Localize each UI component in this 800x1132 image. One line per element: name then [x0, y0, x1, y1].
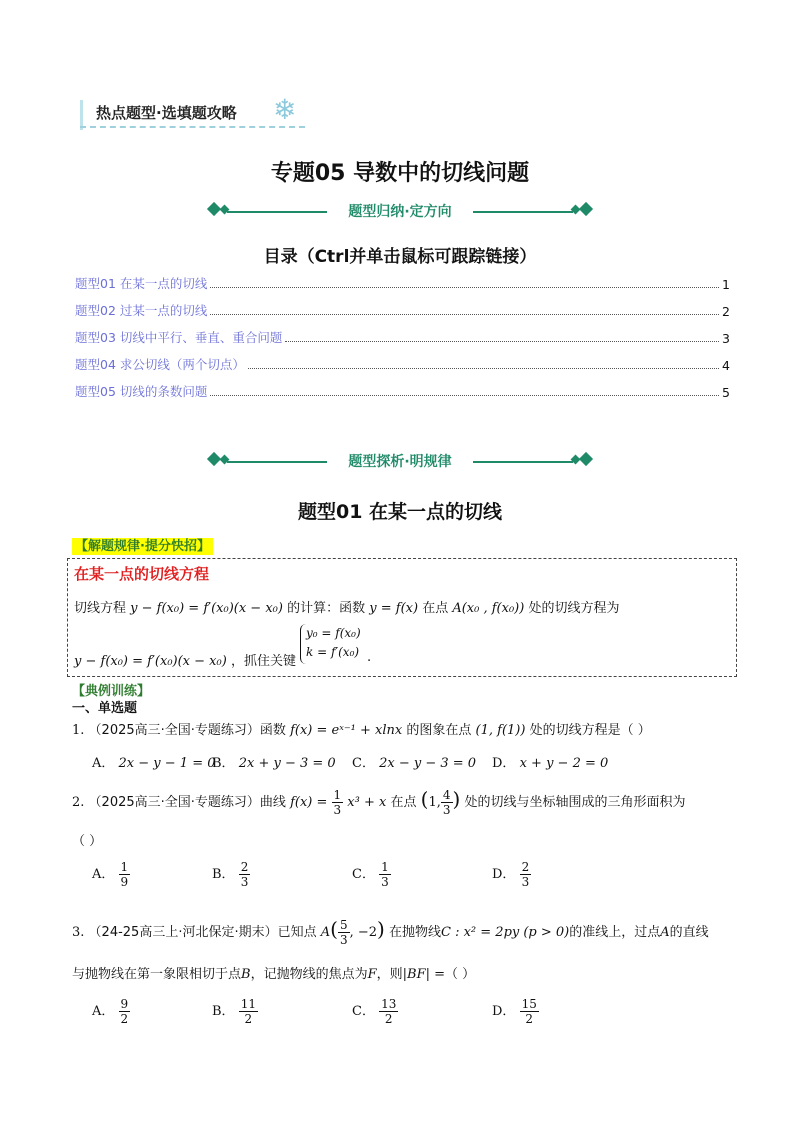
numerator: 1	[333, 788, 342, 802]
toc-page: 1	[722, 277, 730, 292]
formula: 1,	[428, 795, 441, 810]
banner-summary	[205, 200, 595, 224]
text: 的准线上，过点	[569, 925, 661, 940]
toc-label[interactable]: 题型02 过某一点的切线	[75, 303, 208, 318]
option[interactable]	[492, 860, 531, 889]
option[interactable]	[92, 752, 216, 771]
option-key: C．	[352, 1004, 375, 1019]
formula: f(x) = eˣ⁻¹ + xlnx	[290, 723, 403, 738]
fraction	[441, 788, 453, 817]
toc-dots	[210, 395, 719, 396]
question-number: 2.	[72, 795, 85, 810]
toc-page: 4	[722, 358, 730, 373]
numerator: 13	[381, 997, 397, 1011]
formula: A(x₀ , f(x₀))	[452, 601, 525, 616]
page-title: 专题05 导数中的切线问题	[270, 161, 530, 186]
toc-link[interactable]	[75, 380, 730, 400]
fraction	[379, 860, 391, 889]
toc-page: 3	[722, 331, 730, 346]
question-source: （2025高三·全国·专题练习）	[88, 723, 260, 738]
question-source: （2025高三·全国·专题练习）	[88, 795, 260, 810]
examples-label: 【典例训练】	[72, 684, 151, 699]
text: ，抓住关键	[230, 654, 296, 669]
tips-title: 在某一点的切线方程	[74, 565, 210, 583]
option-value: 2x + y − 3 = 0	[238, 756, 336, 771]
toc-label[interactable]: 题型05 切线的条数问题	[75, 384, 208, 399]
option[interactable]	[492, 752, 608, 771]
option-value: 2x − y − 1 = 0	[118, 756, 216, 771]
formula: C : x² = 2py (p > 0)	[441, 925, 570, 940]
question-number: 3.	[72, 925, 85, 940]
text: ，记抛物线的焦点为	[250, 967, 368, 982]
question-3	[72, 917, 709, 947]
option[interactable]	[352, 860, 391, 889]
toc-page: 5	[722, 385, 730, 400]
numerator: 1	[120, 860, 129, 874]
question-number: 1.	[72, 723, 85, 738]
denominator: 3	[240, 875, 249, 889]
option-key: B．	[212, 1004, 235, 1019]
text: 处的切线与坐标轴围成的三角形面积为	[464, 795, 686, 810]
diamond-icon	[579, 452, 593, 466]
tips-badge: 【解题规律·提分快招】	[72, 538, 213, 555]
numerator: 9	[120, 997, 129, 1011]
header-underline	[80, 126, 305, 128]
text: 的计算：函数	[287, 601, 366, 616]
fraction	[520, 860, 532, 889]
text: .	[367, 650, 372, 665]
formula: f(x) =	[290, 795, 328, 810]
fraction	[119, 997, 131, 1026]
option-key: D．	[492, 756, 516, 771]
denominator: 3	[381, 875, 389, 889]
numerator: 5	[339, 918, 348, 932]
option-value: 2x − y − 3 = 0	[379, 756, 477, 771]
option-value: x + y − 2 = 0	[519, 756, 609, 771]
banner-line	[227, 461, 327, 463]
fraction	[332, 788, 344, 817]
question-3-line-2	[72, 963, 475, 982]
option-key: C．	[352, 867, 375, 882]
option[interactable]	[92, 997, 130, 1026]
equation-system	[300, 624, 361, 664]
paren-open: (	[420, 787, 429, 811]
text: 函数	[259, 723, 286, 738]
denominator: 3	[442, 803, 451, 817]
option[interactable]	[212, 997, 258, 1026]
banner-label: 题型探析·明规律	[348, 454, 452, 470]
formula: k = f′(x₀)	[306, 645, 360, 659]
formula: y − f(x₀) = f′(x₀)(x − x₀)	[74, 654, 227, 669]
toc-link[interactable]	[75, 326, 730, 346]
numerator: 2	[521, 860, 530, 874]
question-2	[72, 787, 685, 817]
formula: B	[241, 967, 251, 982]
fraction	[239, 860, 251, 889]
tips-label	[72, 535, 213, 554]
numerator: 15	[521, 997, 537, 1011]
toc-dots	[248, 368, 719, 369]
snowflake-icon: ❄	[273, 93, 297, 126]
fraction	[338, 918, 350, 947]
tips-line-1	[74, 597, 619, 616]
paren-open: (	[330, 917, 338, 941]
toc-label[interactable]: 题型01 在某一点的切线	[75, 276, 208, 291]
toc-dots	[210, 314, 719, 315]
formula: y − f(x₀) = f′(x₀)(x − x₀)	[130, 601, 283, 616]
toc-link[interactable]	[75, 299, 730, 319]
option-key: B．	[212, 867, 235, 882]
option[interactable]	[352, 997, 398, 1026]
formula: |BF| =	[402, 967, 445, 982]
toc-label[interactable]: 题型03 切线中平行、垂直、重合问题	[75, 330, 283, 345]
denominator: 9	[120, 875, 129, 889]
text: 曲线	[259, 795, 286, 810]
numerator: 4	[442, 788, 451, 802]
numerator: 11	[240, 997, 256, 1011]
toc-dots	[285, 341, 719, 342]
banner-line	[473, 211, 573, 213]
numerator: 2	[240, 860, 249, 874]
toc-link[interactable]	[75, 353, 730, 373]
option-key: D．	[492, 867, 516, 882]
option-key: B．	[212, 756, 235, 771]
toc-label[interactable]: 题型04 求公切线（两个切点）	[75, 357, 245, 372]
text: 的直线	[669, 925, 709, 940]
denominator: 2	[384, 1012, 393, 1026]
header-tag: 热点题型·选填题攻略	[96, 104, 237, 122]
option[interactable]	[92, 860, 130, 889]
formula: A	[320, 925, 331, 940]
option-key: A．	[92, 756, 115, 771]
denominator: 2	[120, 1012, 129, 1026]
banner-line	[227, 211, 327, 213]
formula: F	[367, 967, 377, 982]
numerator: 1	[381, 860, 389, 874]
question-source: （24-25高三上·河北保定·期末）	[88, 925, 278, 940]
denominator: 3	[333, 803, 342, 817]
option[interactable]	[352, 752, 476, 771]
banner-label: 题型归纳·定方向	[348, 204, 452, 220]
question-1	[72, 719, 651, 738]
option-key: D．	[492, 1004, 516, 1019]
fraction	[239, 997, 258, 1026]
text: 在点	[422, 601, 449, 616]
text: 处的切线方程为	[528, 601, 620, 616]
text: 已知点	[277, 925, 317, 940]
denominator: 3	[339, 933, 348, 947]
formula: A	[660, 925, 670, 940]
section-title: 题型01 在某一点的切线	[297, 501, 503, 523]
banner-line	[473, 461, 573, 463]
formula: , −2	[349, 925, 378, 940]
tips-line-2	[74, 650, 296, 669]
banner-analysis	[205, 450, 595, 474]
fraction	[379, 997, 398, 1026]
answer-paren: （ ）	[72, 834, 103, 849]
fraction	[119, 860, 131, 889]
text: ，则	[376, 967, 403, 982]
paren-close: )	[452, 787, 461, 811]
text: 的图象在点	[406, 723, 472, 738]
toc-page: 2	[722, 304, 730, 319]
option-key: C．	[352, 756, 375, 771]
formula: (1, f(1))	[475, 723, 526, 738]
text: 处的切线方程是（ ）	[529, 723, 651, 738]
denominator: 2	[525, 1012, 534, 1026]
fraction	[520, 997, 539, 1026]
text: 切线方程	[74, 601, 127, 616]
option[interactable]	[212, 752, 336, 771]
option[interactable]	[212, 860, 250, 889]
option[interactable]	[492, 997, 539, 1026]
denominator: 2	[244, 1012, 253, 1026]
formula: y₀ = f(x₀)	[306, 626, 361, 640]
text: （ ）	[445, 967, 476, 982]
option-key: A．	[92, 867, 115, 882]
toc-title: 目录（Ctrl并单击鼠标可跟踪链接）	[263, 247, 537, 267]
diamond-icon	[579, 202, 593, 216]
paren-close: )	[377, 917, 385, 941]
part-heading: 一、单选题	[72, 701, 138, 716]
denominator: 3	[521, 875, 530, 889]
formula: x³ + x	[347, 795, 387, 810]
toc-link[interactable]	[75, 272, 730, 292]
text: 与抛物线在第一象限相切于点	[72, 967, 242, 982]
formula: y = f(x)	[369, 601, 419, 616]
option-key: A．	[92, 1004, 115, 1019]
text: 在点	[390, 795, 417, 810]
text: 在抛物线	[388, 925, 441, 940]
toc-dots	[210, 287, 719, 288]
